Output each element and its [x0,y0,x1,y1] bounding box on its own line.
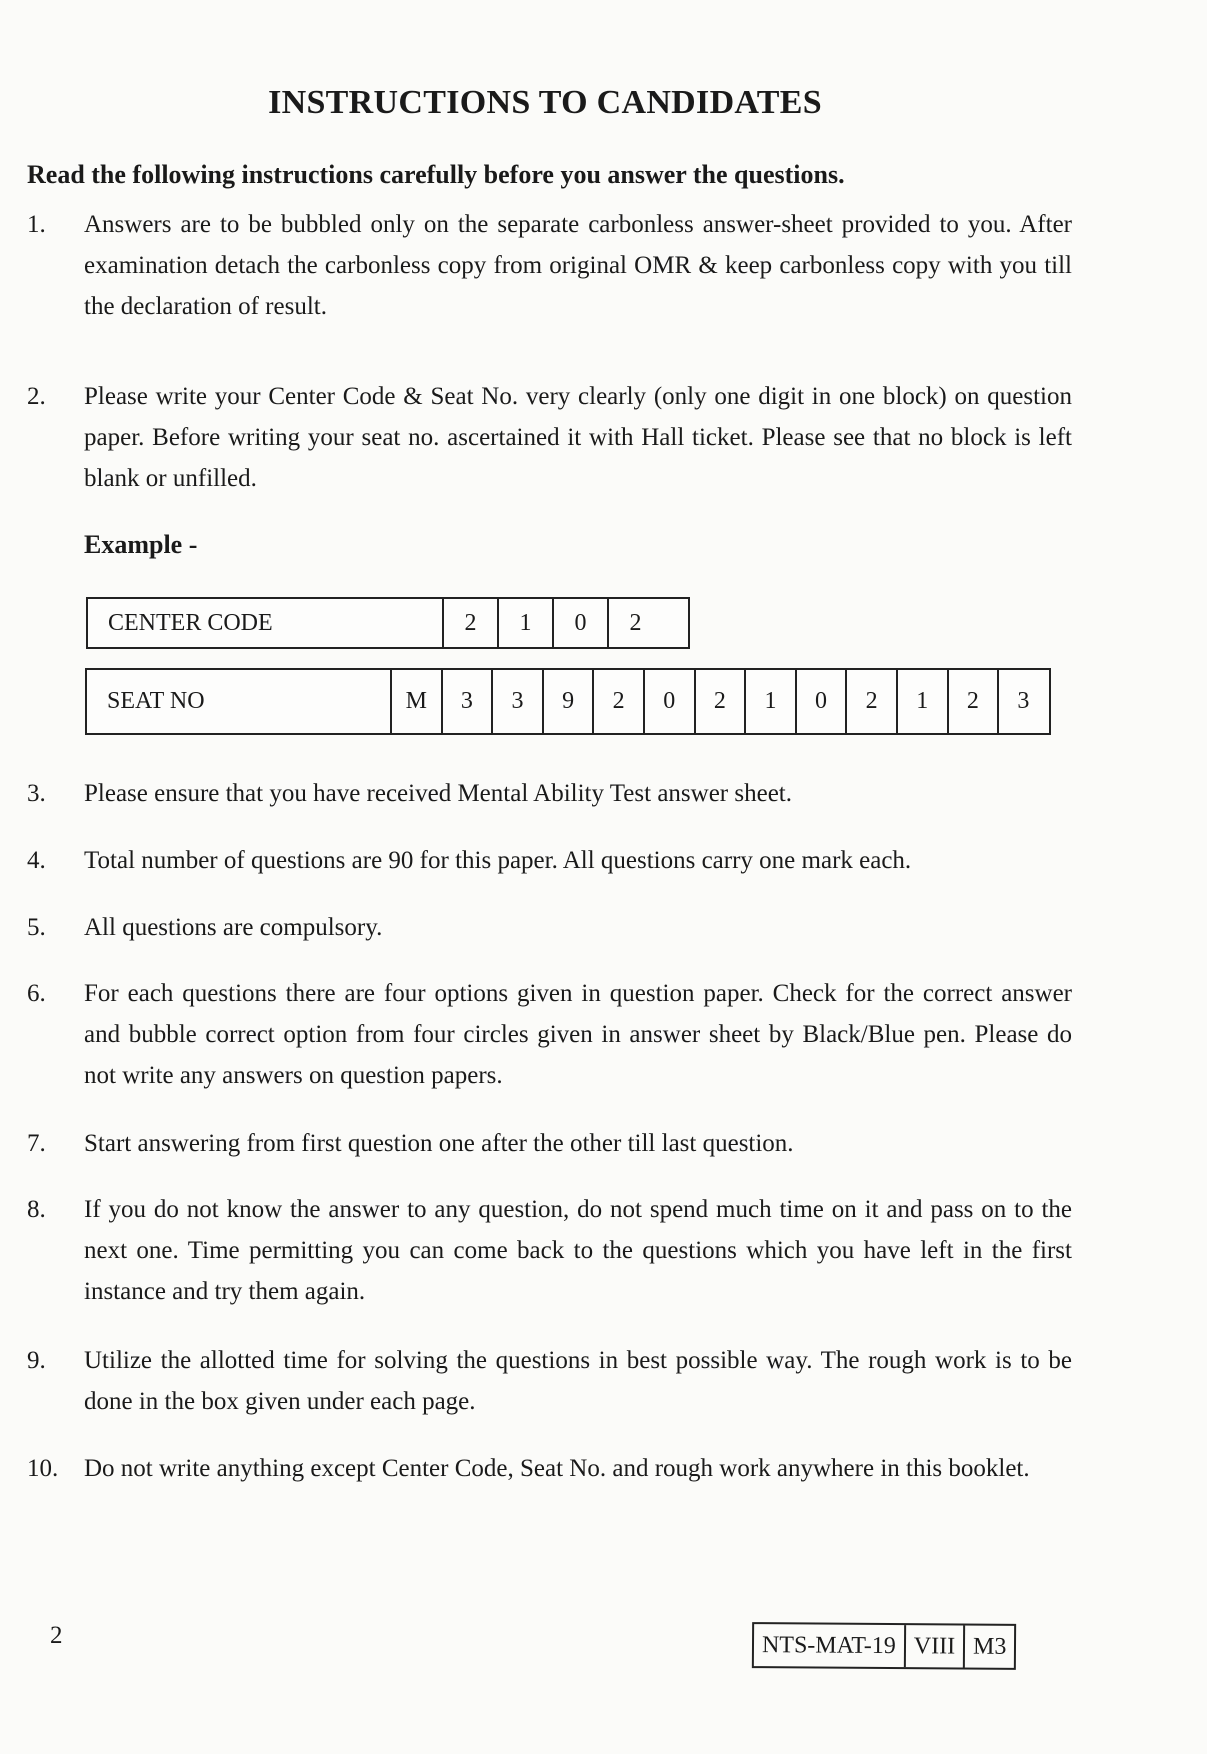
seat-no-digit: 2 [696,670,747,733]
seat-no-digit: 0 [645,670,696,733]
seat-no-boxes [85,668,1051,735]
paper-code-segment: M3 [973,1633,1007,1660]
center-code-label: CENTER CODE [88,599,444,647]
center-code-digit: 2 [629,609,642,636]
instruction-text: For each questions there are four options given in question paper. Check for the correct answer and bubble correct option from four circles given in answer sheet by Black/Blue pen. Please do not write any answers on question papers. [84,980,1072,1089]
seat-no-digit: 0 [797,670,848,733]
instruction-text: Total number of questions are 90 for this paper. All questions carry one mark each. [84,847,912,874]
seat-no-digit: 2 [594,670,645,733]
example-label: Example - [84,530,198,559]
instruction-text: Answers are to be bubbled only on the separate carbonless answer-sheet provided to you. After examination detach the carbonless copy from original OMR & keep carbonless copy with you till the declaration of result. [84,211,1072,320]
page-title: INSTRUCTIONS TO CANDIDATES [268,84,822,121]
seat-no-digit: 3 [443,670,494,733]
seat-no-digit: 1 [898,670,949,733]
center-code-boxes [86,597,690,649]
instruction-number: 7. [27,1130,46,1157]
instruction-text: Please ensure that you have received Mental Ability Test answer sheet. [84,780,792,807]
instruction-text: Please write your Center Code & Seat No. very clearly (only one digit in one block) on question paper. Before writing your seat no. ascertained it with Hall ticket. Please see that no block is left blank or unfilled. [84,383,1072,492]
instruction-text: Utilize the allotted time for solving the questions in best possible way. The rough work is to be done in the box given under each page. [84,1347,1072,1415]
seat-no-digit: 9 [544,670,595,733]
instruction-number: 3. [27,780,46,807]
center-code-digit: 0 [554,599,609,647]
center-code-digit: 2 [444,599,499,647]
seat-no-digit: 2 [847,670,898,733]
seat-no-digit: 2 [949,670,1000,733]
instruction-number: 6. [27,980,46,1007]
instruction-number: 5. [27,914,46,941]
instruction-text: Do not write anything except Center Code, Seat No. and rough work anywhere in this booklet. [84,1455,1030,1482]
instruction-text: Start answering from first question one after the other till last question. [84,1130,794,1157]
intro-text: Read the following instructions carefully before you answer the questions. [27,160,845,189]
instruction-number: 4. [27,847,46,874]
seat-no-digit: M [392,670,443,733]
page-number: 2 [50,1622,63,1649]
paper-code-segment: VIII [906,1625,966,1667]
instruction-text: If you do not know the answer to any question, do not spend much time on it and pass on to the next one. Time permitting you can come back to the questions which you have left in the first instance and try them again. [84,1196,1072,1305]
instruction-number: 10. [27,1455,59,1482]
instruction-text: All questions are compulsory. [84,914,383,941]
seat-no-digit: 3 [493,670,544,733]
seat-no-digit: 3 [1017,688,1030,714]
seat-no-label: SEAT NO [87,670,392,733]
paper-code-segment: NTS-MAT-19 [754,1624,906,1667]
seat-no-digit: 1 [746,670,797,733]
instruction-number: 1. [27,211,46,238]
instruction-number: 9. [27,1347,46,1374]
instruction-number: 8. [27,1196,46,1223]
instruction-number: 2. [27,383,46,410]
paper-code-box [752,1622,1017,1670]
center-code-digit: 1 [499,599,554,647]
